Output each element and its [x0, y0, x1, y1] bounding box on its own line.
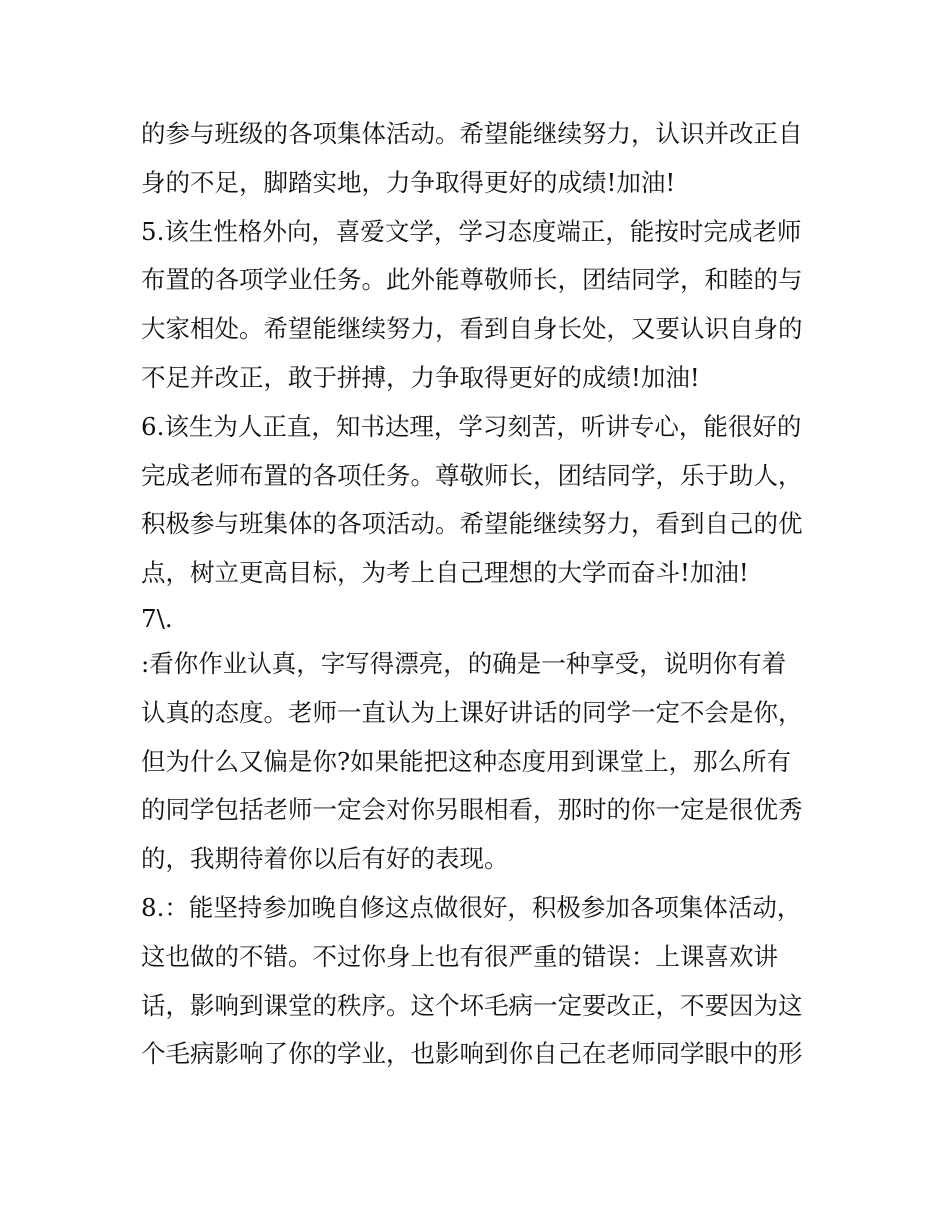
text-line: 5.该生性格外向，喜爱文学，学习态度端正，能按时完成老师 — [141, 216, 802, 246]
text-line: 个毛病影响了你的学业，也影响到你自己在老师同学眼中的形 — [141, 1039, 803, 1069]
text-line: 的同学包括老师一定会对你另眼相看，那时的你一定是很优秀 — [141, 795, 803, 825]
text-line: 认真的态度。老师一直认为上课好讲话的同学一定不会是你， — [141, 697, 803, 727]
text-line: :看你作业认真，字写得漂亮，的确是一种享受，说明你有着 — [141, 648, 787, 678]
text-line: 完成老师布置的各项任务。尊敬师长，团结同学，乐于助人， — [141, 460, 803, 490]
text-line: 7\. — [141, 603, 173, 633]
text-line: 但为什么又偏是你?如果能把这种态度用到课堂上，那么所有 — [141, 746, 792, 776]
text-line: 的参与班级的各项集体活动。希望能继续努力，认识并改正自 — [141, 119, 803, 148]
text-line: 不足并改正，敢于拼搏，力争取得更好的成绩!加油! — [141, 362, 700, 392]
text-line: 大家相处。希望能继续努力，看到自身长处，又要认识自身的 — [141, 314, 803, 344]
text-line: 话，影响到课堂的秩序。这个坏毛病一定要改正，不要因为这 — [141, 990, 803, 1020]
text-line: 8.：能坚持参加晚自修这点做很好，积极参加各项集体活动， — [141, 892, 802, 922]
text-line: 身的不足，脚踏实地，力争取得更好的成绩!加油! — [141, 167, 676, 197]
text-line: 积极参与班集体的各项活动。希望能继续努力，看到自己的优 — [141, 509, 803, 539]
text-line: 这也做的不错。不过你身上也有很严重的错误：上课喜欢讲 — [141, 941, 778, 971]
text-line: 点，树立更高目标，为考上自己理想的大学而奋斗!加油! — [141, 558, 749, 588]
text-line: 的，我期待着你以后有好的表现。 — [141, 844, 509, 874]
text-line: 布置的各项学业任务。此外能尊敬师长，团结同学，和睦的与 — [141, 265, 803, 295]
text-line: 6.该生为人正直，知书达理，学习刻苦，听讲专心，能很好的 — [141, 411, 802, 441]
document-body — [141, 110, 821, 1079]
